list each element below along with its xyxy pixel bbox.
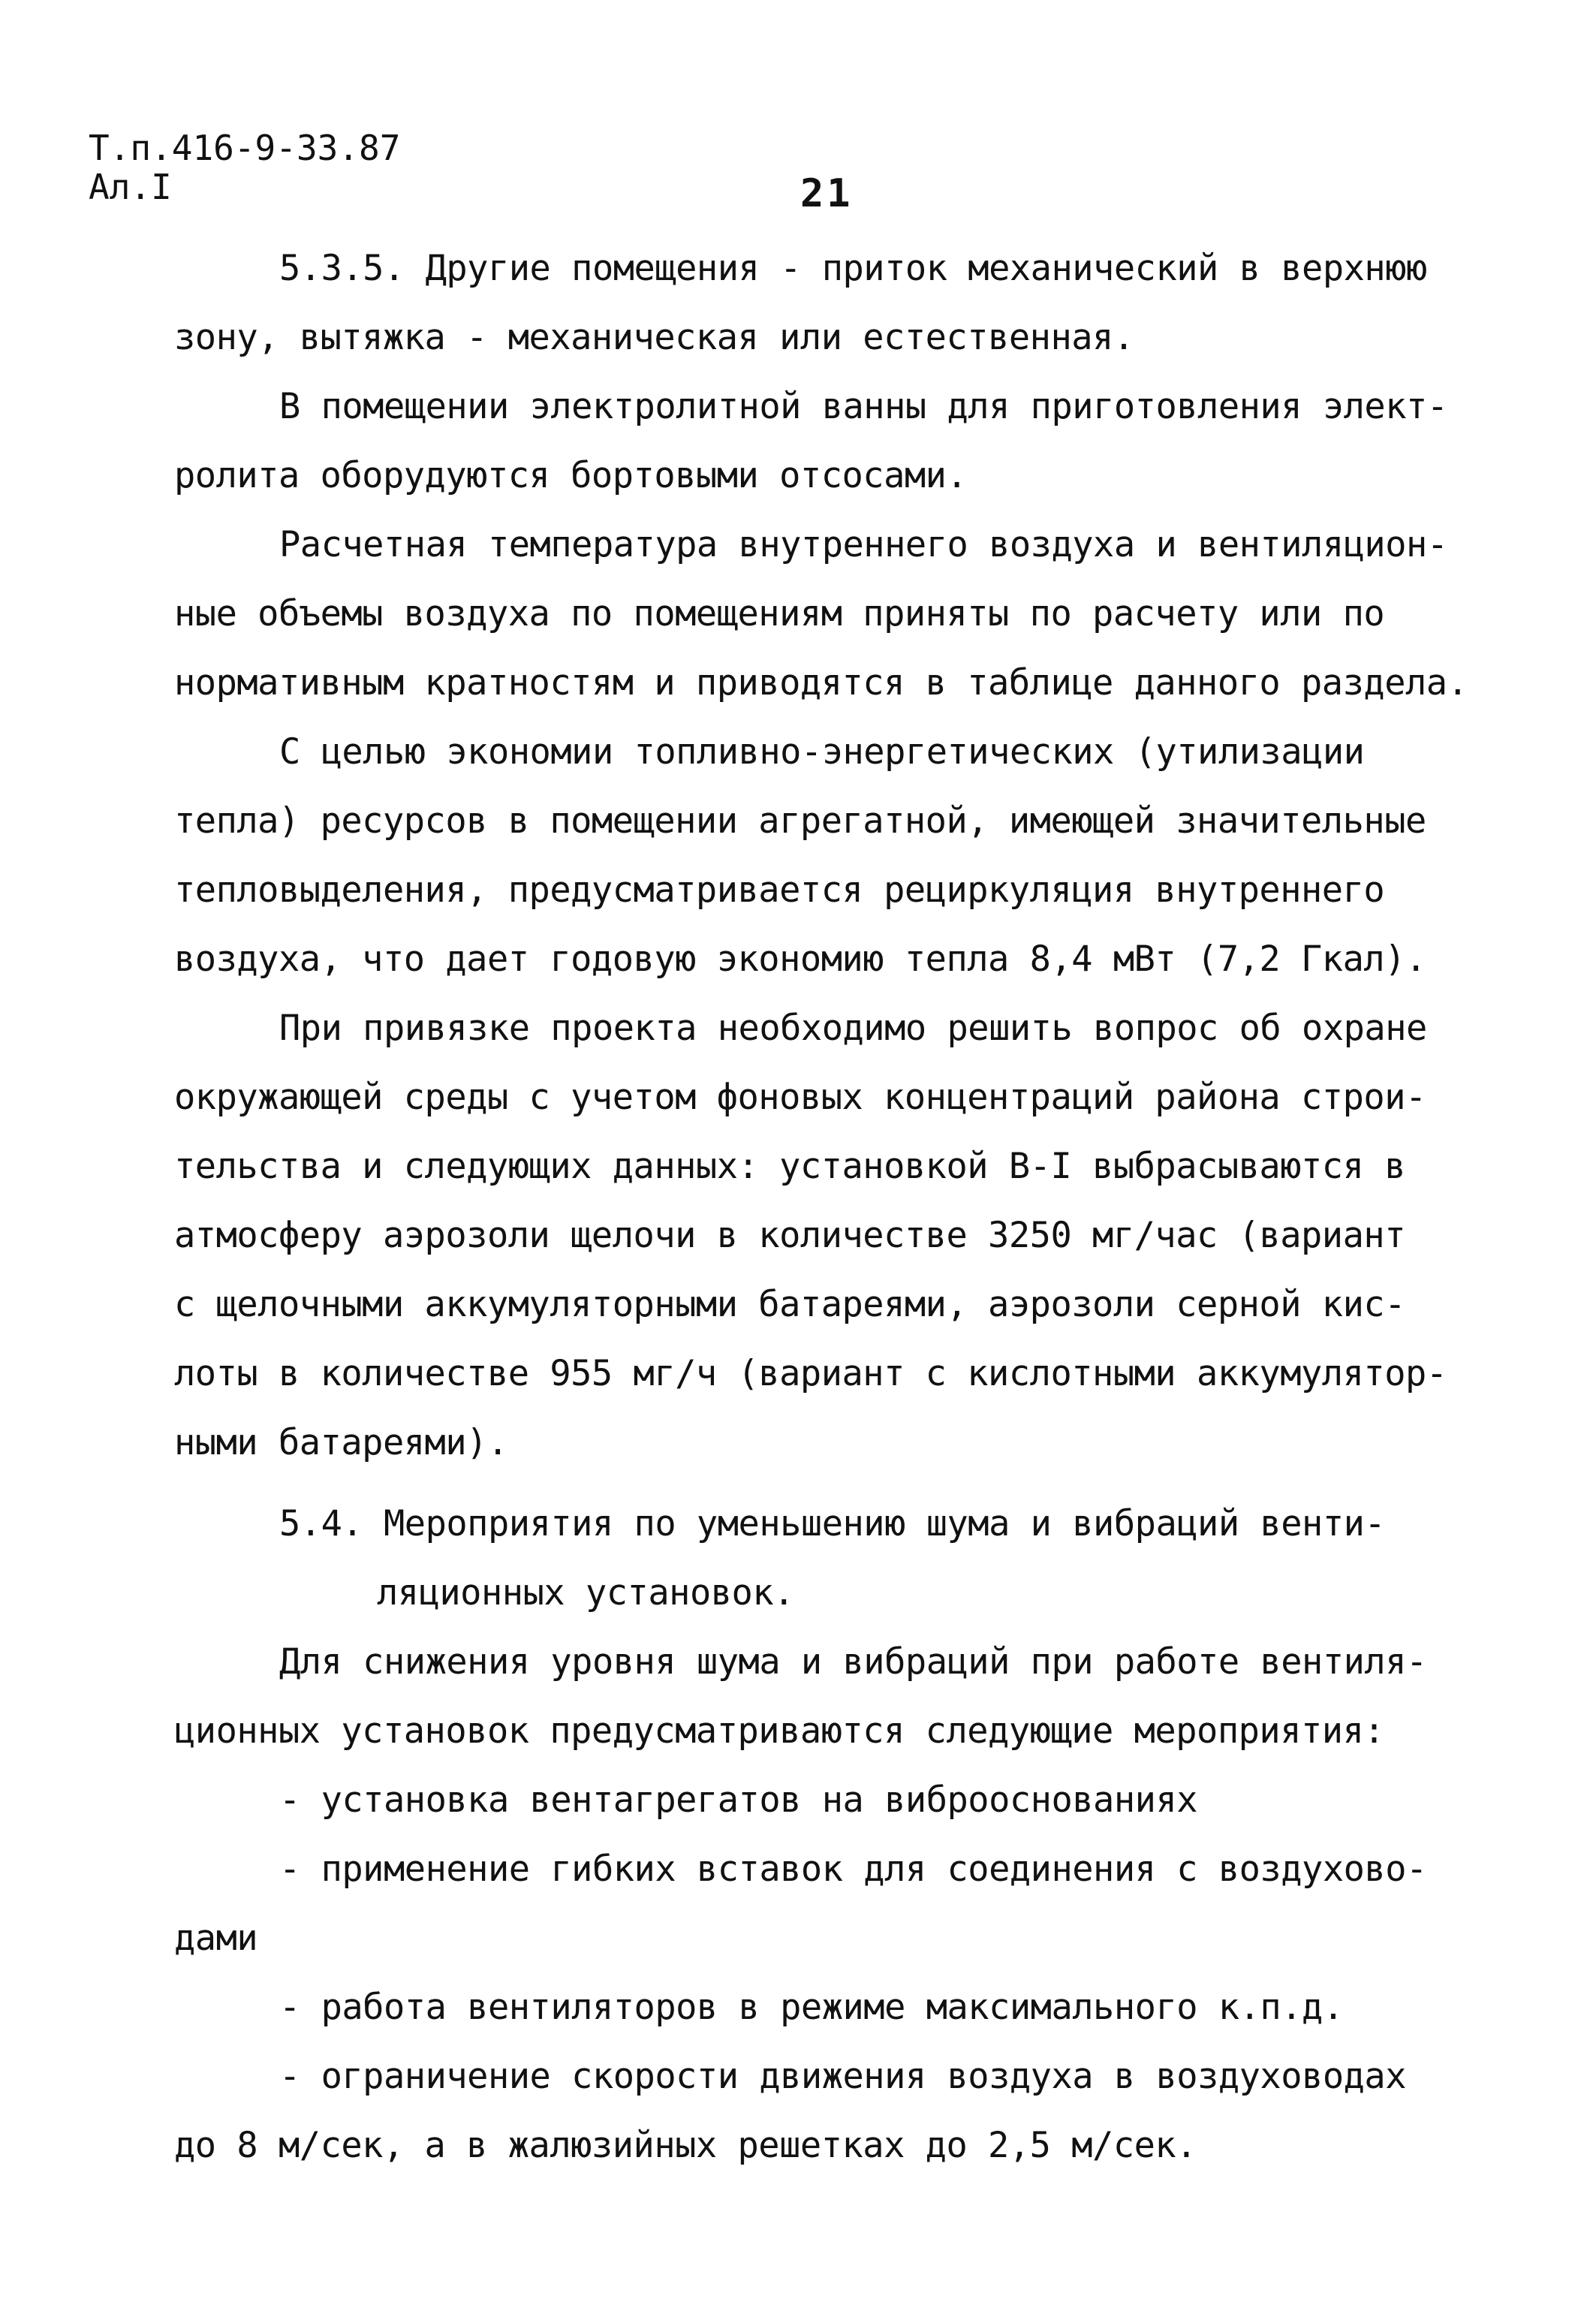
text-line: С целью экономии топливно-энергетических (утилизации bbox=[279, 731, 1365, 773]
text-line: ные объемы воздуха по помещениям приняты по расчету или по bbox=[174, 593, 1385, 634]
text-line: окружающей среды с учетом фоновых концентраций района строи- bbox=[174, 1077, 1426, 1118]
text-line: нормативным кратностям и приводятся в таблице данного раздела. bbox=[174, 662, 1468, 704]
text-line: Для снижения уровня шума и вибраций при работе вентиля- bbox=[279, 1641, 1427, 1683]
list-item-cont: дами bbox=[174, 1918, 258, 1959]
album-label: Ал.I bbox=[89, 167, 172, 207]
list-item: - применение гибких вставок для соединения с воздухово- bbox=[279, 1849, 1427, 1890]
text-line: тепла) ресурсов в помещении агрегатной, имеющей значительные bbox=[174, 800, 1426, 842]
text-line: тельства и следующих данных: установкой В-I выбрасываются в bbox=[174, 1146, 1405, 1187]
text-line: зону, вытяжка - механическая или естественная. bbox=[174, 317, 1134, 358]
doc-code: Т.п.416-9-33.87 bbox=[89, 128, 401, 168]
text-line: воздуха, что дает годовую экономию тепла 8,4 мВт (7,2 Гкал). bbox=[174, 939, 1426, 980]
text-line: ролита оборудуются бортовыми отсосами. bbox=[174, 455, 968, 496]
section-heading-cont: ляционных установок. bbox=[377, 1572, 794, 1614]
text-line: ными батареями). bbox=[174, 1422, 508, 1463]
text-line: лоты в количестве 955 мг/ч (вариант с кислотными аккумулятор- bbox=[174, 1353, 1447, 1394]
list-item-cont: до 8 м/сек, а в жалюзийных решетках до 2,5 м/сек. bbox=[174, 2125, 1197, 2166]
section-heading: 5.4. Мероприятия по уменьшению шума и вибраций венти- bbox=[279, 1503, 1386, 1544]
text-line: тепловыделения, предусматривается рециркуляция внутреннего bbox=[174, 869, 1385, 911]
list-item: - работа вентиляторов в режиме максимального к.п.д. bbox=[279, 1987, 1344, 2028]
text-line: В помещении электролитной ванны для приготовления элект- bbox=[279, 386, 1448, 427]
list-item: - установка вентагрегатов на виброоснованиях bbox=[279, 1779, 1198, 1821]
text-line: 5.3.5. Другие помещения - приток механический в верхнюю bbox=[279, 248, 1427, 289]
list-item: - ограничение скорости движения воздуха в воздуховодах bbox=[279, 2056, 1407, 2097]
text-line: При привязке проекта необходимо решить вопрос об охране bbox=[279, 1008, 1427, 1049]
text-line: с щелочными аккумуляторными батареями, аэрозоли серной кис- bbox=[174, 1284, 1405, 1325]
page-number: 21 bbox=[800, 171, 854, 216]
text-line: Расчетная температура внутреннего воздуха и вентиляцион- bbox=[279, 524, 1448, 565]
text-line: ционных установок предусматриваются следующие мероприятия: bbox=[174, 1710, 1385, 1752]
text-line: атмосферу аэрозоли щелочи в количестве 3250 мг/час (вариант bbox=[174, 1215, 1405, 1256]
